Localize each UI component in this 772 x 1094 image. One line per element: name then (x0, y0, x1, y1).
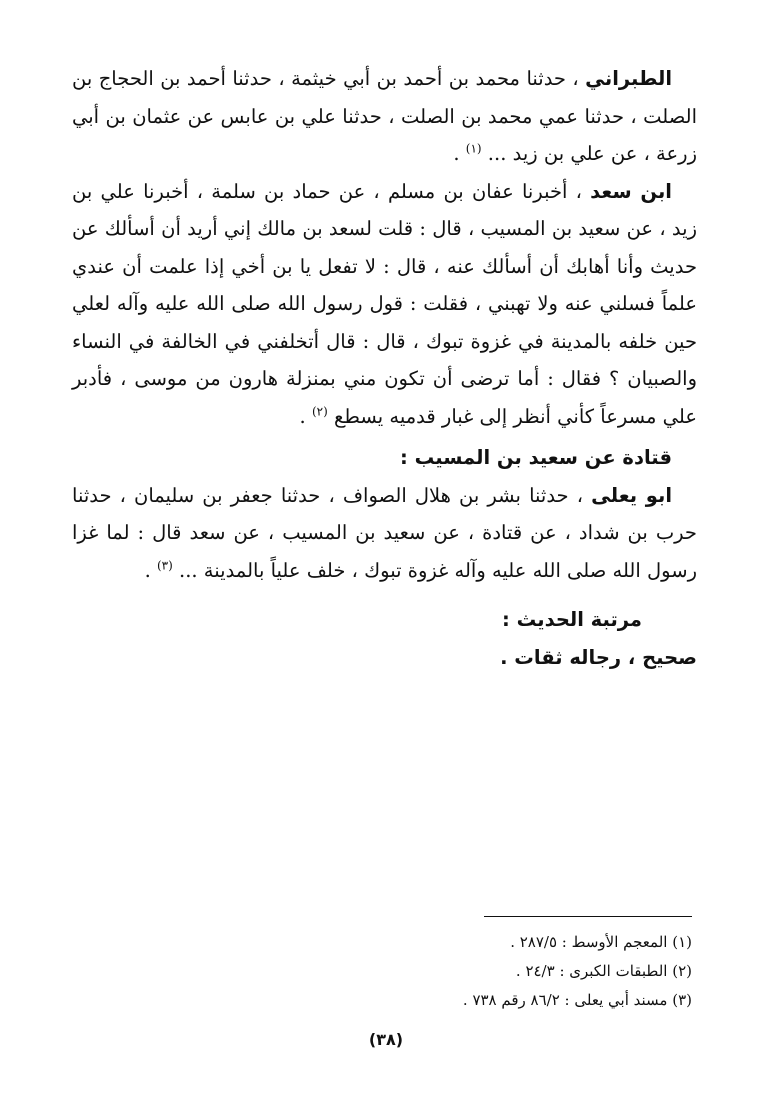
footnotes (300, 928, 692, 1015)
paragraph-abu-yala (72, 477, 697, 590)
footnote-ref: (٣) (156, 558, 173, 572)
footnote: (٢) الطبقات الكبرى : ٢٤/٣ . (515, 962, 692, 980)
paragraph-text: ، أخبرنا عفان بن مسلم ، عن حماد بن سلمة ، أخبرنا علي بن زيد ، عن سعيد بن المسيب ، قال : قلت لسعد بن مالك إني أريد أن أسألك عن حديث وأنا أهابك أن أسألك عنه ، قال : لا تفعل يا بن أخي إذا علمت أن عندي علماً فسلني عنه ولا تهبني ، فقلت : قول رسول الله صلى الله عليه وآله لعلي حين خلفه بالمدينة في غزوة تبوك ، قال : قال أتخلفني في الخالفة في النساء والصبيان ؟ فقال : أما ترضى أن تكون مني بمنزلة هارون من موسى ، فأدبر علي مسرعاً كأني أنظر إلى غبار قدميه يسطع (72, 179, 697, 428)
main-text (72, 60, 697, 676)
footnote-ref: (١) (465, 141, 482, 156)
footnote: (٣) مسند أبي يعلى : ٨٦/٢ رقم ٧٣٨ . (462, 991, 692, 1009)
paragraph-text: ، حدثنا محمد بن أحمد بن أبي خيثمة ، حدثنا أحمد بن الحجاج بن الصلت ، حدثنا عمي محمد بن الصلت ، حدثنا علي بن عابس عن عثمان بن أبي زرعة ، عن علي بن زيد ... (72, 67, 697, 165)
source-name: الطبراني (585, 67, 672, 90)
paragraph-ibn-saad (72, 173, 697, 436)
footnote-ref: (٢) (311, 404, 328, 418)
paragraph-text: ، حدثنا بشر بن هلال الصواف ، حدثنا جعفر بن سليمان ، حدثنا حرب بن شداد ، عن قتادة ، عن سعيد بن المسيب ، عن سعد قال : لما غزا رسول الله صلى الله عليه وآله غزوة تبوك ، خلف علياً بالمدينة ... (72, 483, 697, 582)
grading-text: صحيح ، رجاله ثقات . (500, 645, 697, 669)
page-number: (٣٨) (368, 1030, 404, 1049)
paragraph-end: . (299, 404, 312, 428)
footnote: (١) المعجم الأوسط : ٢٨٧/٥ . (510, 933, 692, 951)
section-heading: قتادة عن سعيد بن المسيب : (400, 446, 672, 469)
paragraph-end: . (453, 142, 466, 165)
footnote-divider (484, 916, 692, 917)
grading-heading: مرتبة الحديث : (502, 608, 642, 631)
paragraph-end: . (144, 558, 157, 582)
source-name: ابن سعد (590, 179, 672, 203)
source-name: ابو يعلى (591, 483, 672, 507)
paragraph-tabarani (72, 60, 697, 173)
